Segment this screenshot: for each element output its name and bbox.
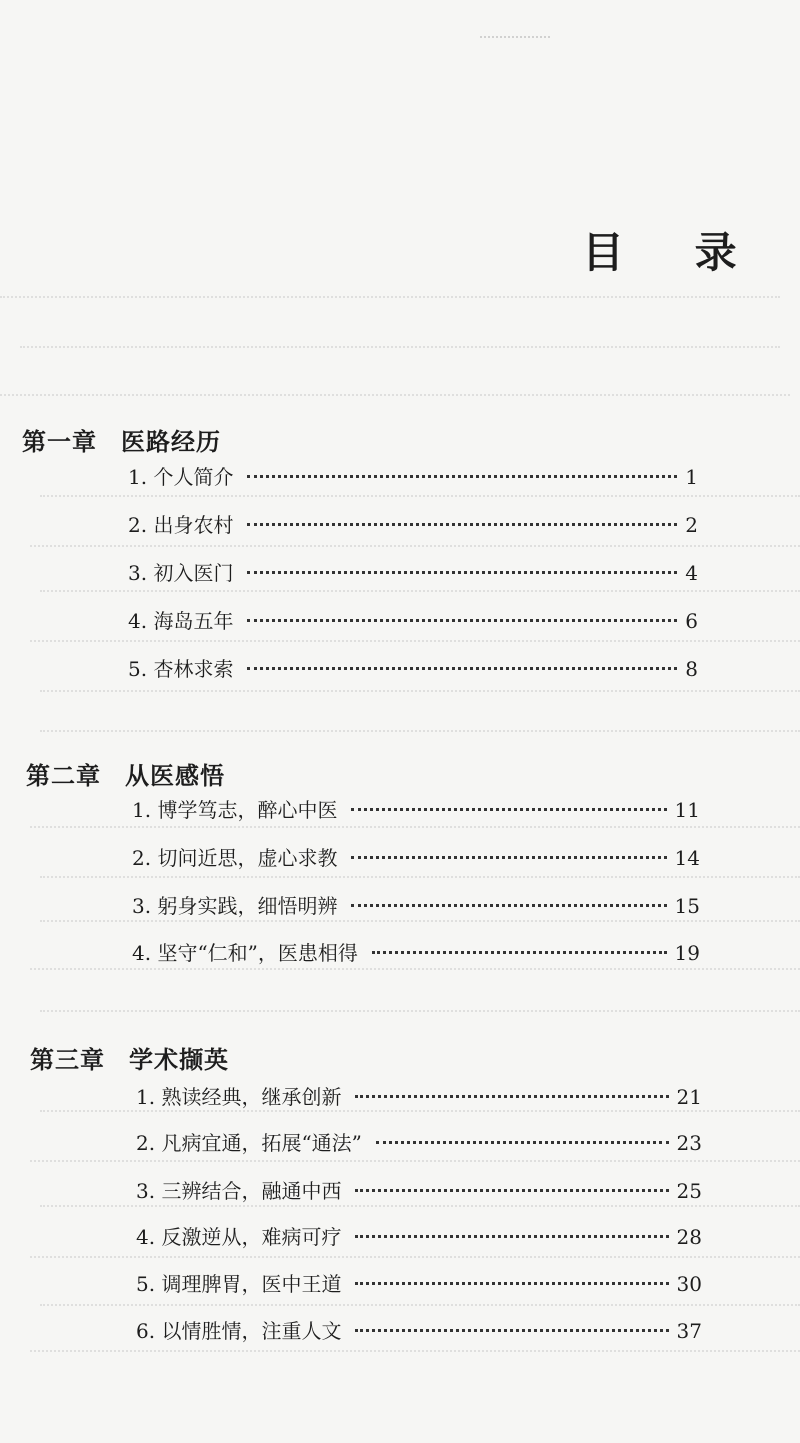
toc-entry[interactable] [128, 558, 698, 588]
dot-leader [247, 619, 677, 622]
entry-page: 37 [676, 1319, 702, 1343]
toc-entry[interactable] [136, 1128, 702, 1158]
page-title: 目 录 [582, 228, 765, 277]
entry-label: 2. 出身农村 [128, 513, 234, 537]
dot-leader [351, 808, 666, 811]
entry-label: 6. 以情胜情，注重人文 [136, 1319, 342, 1343]
entry-page: 30 [676, 1272, 702, 1296]
entry-page: 14 [674, 846, 700, 870]
dot-leader [355, 1235, 668, 1238]
toc-entry[interactable] [136, 1316, 702, 1346]
entry-label: 2. 凡病宜通，拓展“通法” [136, 1131, 362, 1155]
entry-label: 5. 调理脾胃，医中王道 [136, 1272, 342, 1296]
toc-entry[interactable] [132, 891, 700, 921]
dot-leader [355, 1095, 668, 1098]
toc-entry[interactable] [128, 462, 698, 492]
chapter-heading [26, 756, 225, 791]
chapter-heading [22, 422, 221, 457]
entry-label: 1. 熟读经典，继承创新 [136, 1085, 342, 1109]
toc-entry[interactable] [132, 938, 700, 968]
page-bleed-header [480, 36, 550, 52]
entry-page: 11 [674, 798, 700, 822]
entry-label: 4. 海岛五年 [128, 609, 234, 633]
entry-page: 8 [685, 657, 698, 681]
dot-leader [247, 475, 677, 478]
toc-entry[interactable] [132, 843, 700, 873]
entry-label: 5. 杏林求索 [128, 657, 234, 681]
dot-leader [247, 571, 677, 574]
toc-entry[interactable] [136, 1222, 702, 1252]
chapter-heading [30, 1040, 229, 1075]
dot-leader [351, 904, 666, 907]
entry-page: 28 [676, 1225, 702, 1249]
toc-entry[interactable] [128, 510, 698, 540]
chapter-name: 从医感悟 [125, 762, 225, 790]
entry-page: 23 [676, 1131, 702, 1155]
chapter-name: 医路经历 [121, 428, 221, 456]
chapter-number: 第三章 [30, 1046, 105, 1074]
dot-leader [247, 523, 677, 526]
entry-page: 2 [685, 513, 698, 537]
entry-label: 1. 个人简介 [128, 465, 234, 489]
dot-leader [355, 1282, 668, 1285]
entry-page: 15 [674, 894, 700, 918]
dot-leader [376, 1141, 669, 1144]
toc-entry[interactable] [128, 606, 698, 636]
entry-label: 3. 躬身实践，细悟明辨 [132, 894, 338, 918]
chapter-number: 第一章 [22, 428, 97, 456]
dot-leader [355, 1189, 668, 1192]
toc-entry[interactable] [132, 795, 700, 825]
toc-entry[interactable] [128, 654, 698, 684]
toc-entry[interactable] [136, 1082, 702, 1112]
entry-page: 19 [674, 941, 700, 965]
entry-page: 6 [685, 609, 698, 633]
dot-leader [351, 856, 666, 859]
toc-entry[interactable] [136, 1176, 702, 1206]
dot-leader [247, 667, 677, 670]
chapter-number: 第二章 [26, 762, 101, 790]
entry-page: 25 [676, 1179, 702, 1203]
entry-label: 4. 坚守“仁和”，医患相得 [132, 941, 358, 965]
dot-leader [355, 1329, 668, 1332]
chapter-name: 学术撷英 [129, 1046, 229, 1074]
entry-label: 3. 初入医门 [128, 561, 234, 585]
entry-page: 1 [685, 465, 698, 489]
entry-label: 3. 三辨结合，融通中西 [136, 1179, 342, 1203]
entry-label: 1. 博学笃志，醉心中医 [132, 798, 338, 822]
toc-entry[interactable] [136, 1269, 702, 1299]
entry-label: 2. 切问近思，虚心求教 [132, 846, 338, 870]
entry-page: 21 [676, 1085, 702, 1109]
entry-page: 4 [685, 561, 698, 585]
dot-leader [372, 951, 667, 954]
entry-label: 4. 反激逆从，难病可疗 [136, 1225, 342, 1249]
